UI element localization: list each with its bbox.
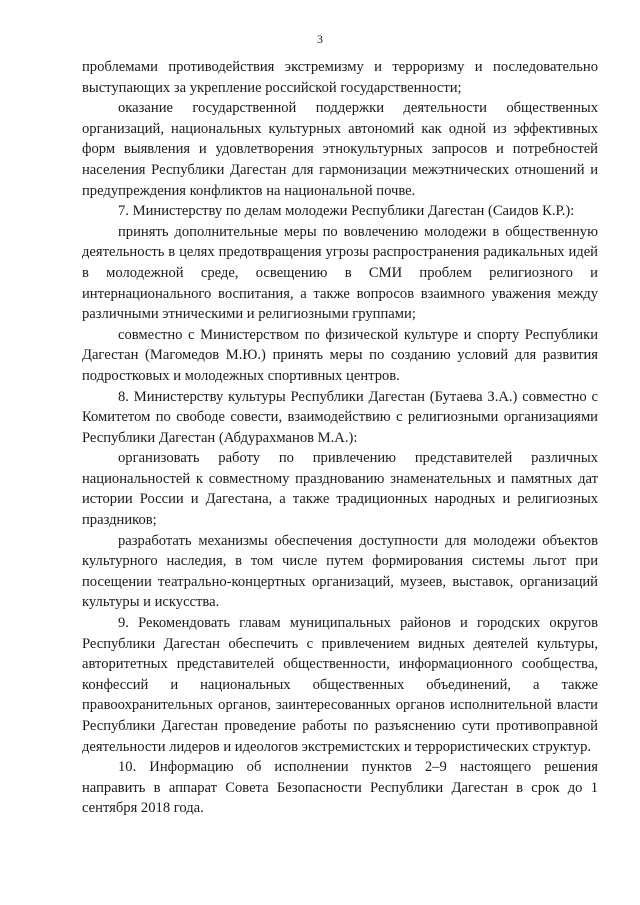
paragraph-10: 10. Информацию об исполнении пунктов 2–9 настоящего решения направить в аппарат Совета Безопасности Республики Дагестан в срок до 1 сентября 2018 года. xyxy=(82,759,598,817)
paragraph-6: 8. Министерству культуры Республики Дагестан (Бутаева З.А.) совместно с Комитетом по свободе совести, взаимодействию с религиозными организациями Республики Дагестан (Абдурахманов М.А.): xyxy=(82,388,598,446)
paragraph-3: 7. Министерству по делам молодежи Республики Дагестан (Саидов К.Р.): xyxy=(118,203,575,220)
paragraph-7: организовать работу по привлечению представителей различных национальностей к совместному празднованию знаменательных и памятных дат истории России и Дагестана, а также традиционных народных и религиозных праздников; xyxy=(82,450,598,529)
paragraph-1: проблемами противодействия экстремизму и терроризму и последовательно выступающих за укрепление российской государственности; xyxy=(82,59,598,96)
paragraph-9: 9. Рекомендовать главам муниципальных районов и городских округов Республики Дагестан обеспечить с привлечением видных деятелей культуры, авторитетных представителей общественности, информационного сообщества, конфессий и национальных общественных объединений, а также правоохранительных органов, заинтересованных органов исполнительной власти Республики Дагестан проведение работы по разъяснению сути противоправной деятельности лидеров и идеологов экстремистских и террористических структур. xyxy=(82,615,598,755)
paragraph-4: принять дополнительные меры по вовлечению молодежи в общественную деятельность в целях предотвращения угрозы распространения радикальных идей в молодежной среде, освещению в СМИ проблем религиозного и интернационального воспитания, а также вопросов взаимного уважения между различными этническими и религиозными группами; xyxy=(82,223,598,323)
paragraph-2: оказание государственной поддержки деятельности общественных организаций, национальных культурных автономий как одной из эффективных форм выявления и удовлетворения этнокультурных запросов и потребностей населения Республики Дагестан для гармонизации межэтнических отношений и предупреждения конфликтов на национальной почве. xyxy=(82,100,598,199)
paragraph-8: разработать механизмы обеспечения доступности для молодежи объектов культурного наследия, в том числе путем формирования системы льгот при посещении театрально-концертных организаций, музеев, выставок, организаций культуры и искусства. xyxy=(82,532,598,611)
paragraph-5: совместно с Министерством по физической культуре и спорту Республики Дагестан (Магомедов М.Ю.) принять меры по созданию условий для развития подростковых и молодежных спортивных центров. xyxy=(82,326,598,384)
page-number: 3 xyxy=(317,32,323,46)
document-body xyxy=(82,57,598,819)
